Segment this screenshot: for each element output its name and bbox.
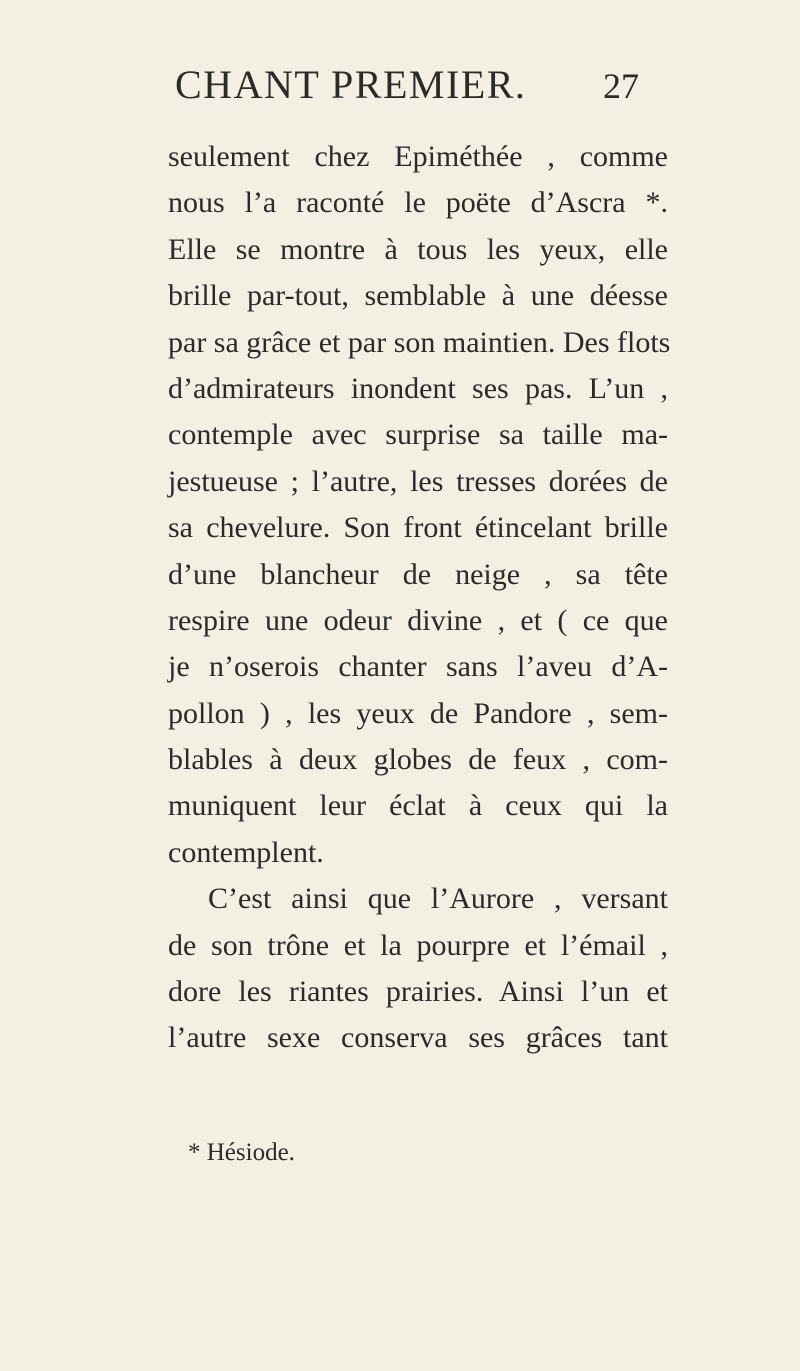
text-line: blables à deux globes de feux , com- [168, 743, 668, 777]
text-line: je n’oserois chanter sans l’aveu d’A- [168, 650, 668, 684]
text-line-paragraph-end: contemplent. [168, 835, 324, 869]
text-line: d’admirateurs inondent ses pas. L’un , [168, 371, 668, 405]
running-title: CHANT PREMIER. [175, 62, 527, 107]
text-line: muniquent leur éclat à ceux qui la [168, 789, 668, 823]
text-line: de son trône et la pourpre et l’émail , [168, 928, 668, 962]
text-line: d’une blancheur de neige , sa tête [168, 557, 668, 591]
text-line-paragraph-start: C’est ainsi que l’Aurore , versant [208, 882, 668, 916]
text-line: l’autre sexe conserva ses grâces tant [168, 1021, 668, 1055]
text-line: nous l’a raconté le poëte d’Ascra *. [168, 186, 668, 220]
text-line: sa chevelure. Son front étincelant brille [168, 511, 668, 545]
text-line: seulement chez Epiméthée , comme [168, 140, 668, 173]
footnote: * Hésiode. [188, 1139, 295, 1166]
body-text [168, 134, 671, 1062]
page-number: 27 [603, 66, 639, 106]
text-line: Elle se montre à tous les yeux, elle [168, 232, 668, 266]
text-line: respire une odeur divine , et ( ce que [168, 603, 668, 637]
text-line: pollon ) , les yeux de Pandore , sem- [168, 696, 668, 730]
text-line: dore les riantes prairies. Ainsi l’un et [168, 975, 668, 1009]
text-line: par sa grâce et par son maintien. Des flots [168, 325, 671, 359]
running-head [0, 60, 800, 110]
text-line: contemple avec surprise sa taille ma- [168, 418, 668, 452]
text-line: brille par-tout, semblable à une déesse [168, 279, 668, 313]
text-line: jestueuse ; l’autre, les tresses dorées de [168, 464, 668, 498]
